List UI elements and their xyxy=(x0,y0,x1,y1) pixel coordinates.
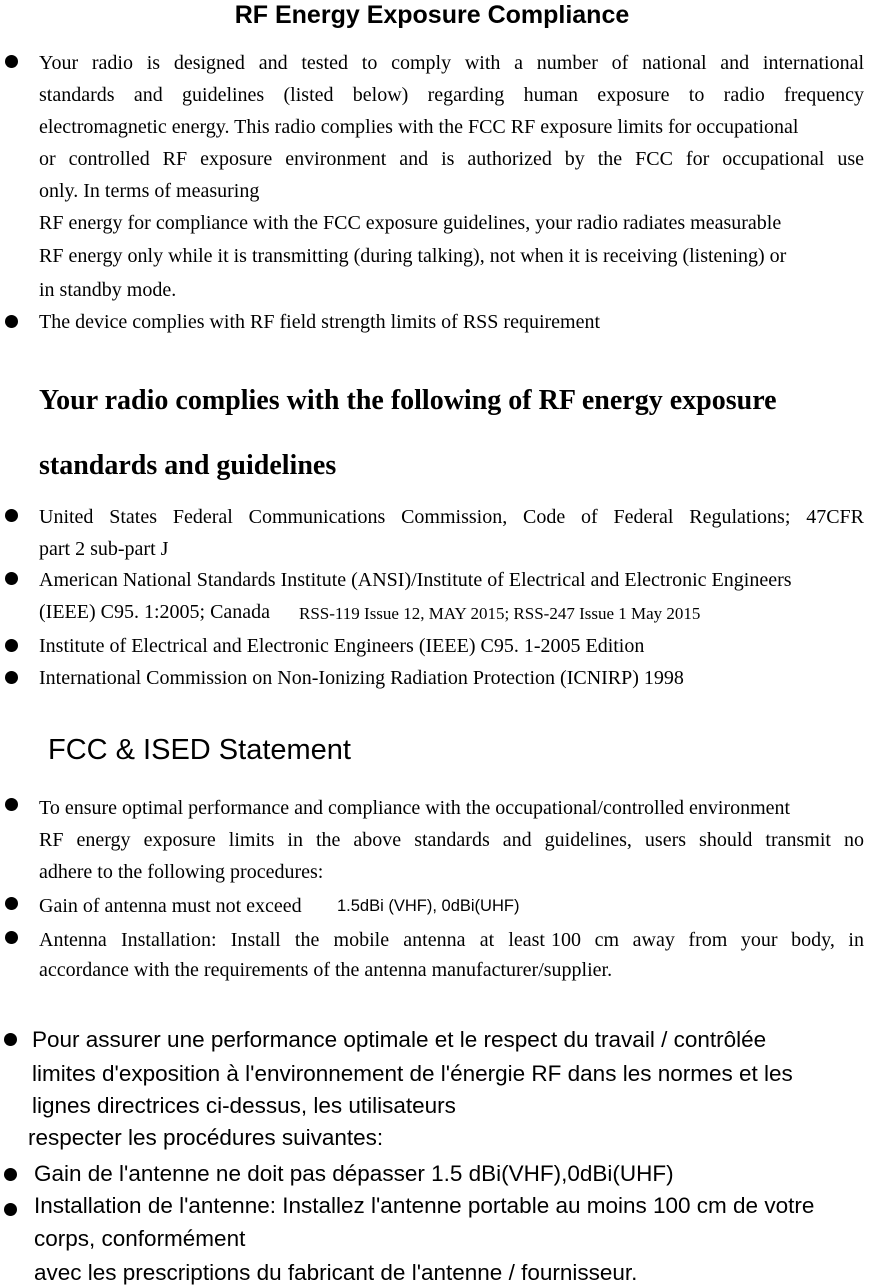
standards-item: Institute of Electrical and Electronic Engineers (IEEE) C95. 1-2005 Edition xyxy=(39,635,645,657)
intro-line: standards and guidelines (listed below) regarding human exposure to radio frequency xyxy=(39,84,864,106)
bullet-icon xyxy=(5,671,18,684)
fcc-item: Gain of antenna must not exceed xyxy=(39,895,302,917)
french-item: respecter les procédures suivantes: xyxy=(28,1125,384,1150)
bullet-icon xyxy=(5,798,18,811)
french-item: avec les prescriptions du fabricant de l'antenne / fournisseur. xyxy=(34,1260,638,1285)
standards-heading: standards and guidelines xyxy=(39,450,337,481)
bullet-icon xyxy=(5,572,18,585)
bullet-icon xyxy=(4,1033,17,1046)
french-item: Gain de l'antenne ne doit pas dépasser 1.5 dBi(VHF),0dBi(UHF) xyxy=(34,1161,674,1186)
intro-line: RF energy for compliance with the FCC exposure guidelines, your radio radiates measurable xyxy=(39,212,782,234)
intro-line: only. In terms of measuring xyxy=(39,180,260,202)
fcc-item: To ensure optimal performance and compliance with the occupational/controlled environment xyxy=(39,797,791,819)
standards-item: part 2 sub-part J xyxy=(39,538,169,560)
standards-item: United States Federal Communications Commission, Code of Federal Regulations; 47CFR xyxy=(39,506,864,528)
french-item: lignes directrices ci-dessus, les utilisateurs xyxy=(32,1093,456,1118)
fcc-item: 100 cm away from your body, in xyxy=(551,929,864,951)
standards-item: International Commission on Non-Ionizing Radiation Protection (ICNIRP) 1998 xyxy=(39,667,684,689)
intro-line: or controlled RF exposure environment and is authorized by the FCC for occupational use xyxy=(39,148,864,170)
standards-item: American National Standards Institute (ANSI)/Institute of Electrical and Electronic Engineers xyxy=(39,569,792,591)
intro-line: in standby mode. xyxy=(39,279,177,301)
fcc-item: 1.5dBi (VHF), 0dBi(UHF) xyxy=(337,897,520,915)
french-item: Installation de l'antenne: Installez l'antenne portable au moins 100 cm de votre xyxy=(34,1193,815,1218)
bullet-icon xyxy=(5,897,18,910)
bullet-icon xyxy=(4,1203,17,1216)
bullet-icon xyxy=(5,55,18,68)
fcc-heading: FCC & ISED Statement xyxy=(48,734,351,766)
standards-item: (IEEE) C95. 1:2005; Canada xyxy=(39,601,271,623)
fcc-item: RF energy exposure limits in the above standards and guidelines, users should transmit no xyxy=(39,829,864,851)
standards-heading: Your radio complies with the following of RF energy exposure xyxy=(39,385,777,416)
bullet-icon xyxy=(5,639,18,652)
bullet-icon xyxy=(5,509,18,522)
french-item: corps, conformément xyxy=(34,1226,246,1251)
fcc-item: Antenna Installation: Install the mobile antenna at least xyxy=(39,929,545,951)
intro-line: RF energy only while it is transmitting (during talking), not when it is receiving (listening) or xyxy=(39,245,787,267)
intro-line: Your radio is designed and tested to comply with a number of national and international xyxy=(39,52,864,74)
intro-rss-line: The device complies with RF field strength limits of RSS requirement xyxy=(39,311,601,333)
french-item: Pour assurer une performance optimale et le respect du travail / contrôlée xyxy=(32,1027,767,1052)
page-title: RF Energy Exposure Compliance xyxy=(234,1,630,29)
french-item: limites d'exposition à l'environnement de l'énergie RF dans les normes et les xyxy=(32,1061,793,1086)
intro-line: electromagnetic energy. This radio complies with the FCC RF exposure limits for occupational xyxy=(39,116,799,138)
fcc-item: adhere to the following procedures: xyxy=(39,861,324,883)
standards-item: RSS-119 Issue 12, MAY 2015; RSS-247 Issue 1 May 2015 xyxy=(299,604,701,623)
fcc-item: accordance with the requirements of the antenna manufacturer/supplier. xyxy=(39,959,613,981)
bullet-icon xyxy=(4,1168,17,1181)
bullet-icon xyxy=(5,931,18,944)
bullet-icon xyxy=(5,315,18,328)
